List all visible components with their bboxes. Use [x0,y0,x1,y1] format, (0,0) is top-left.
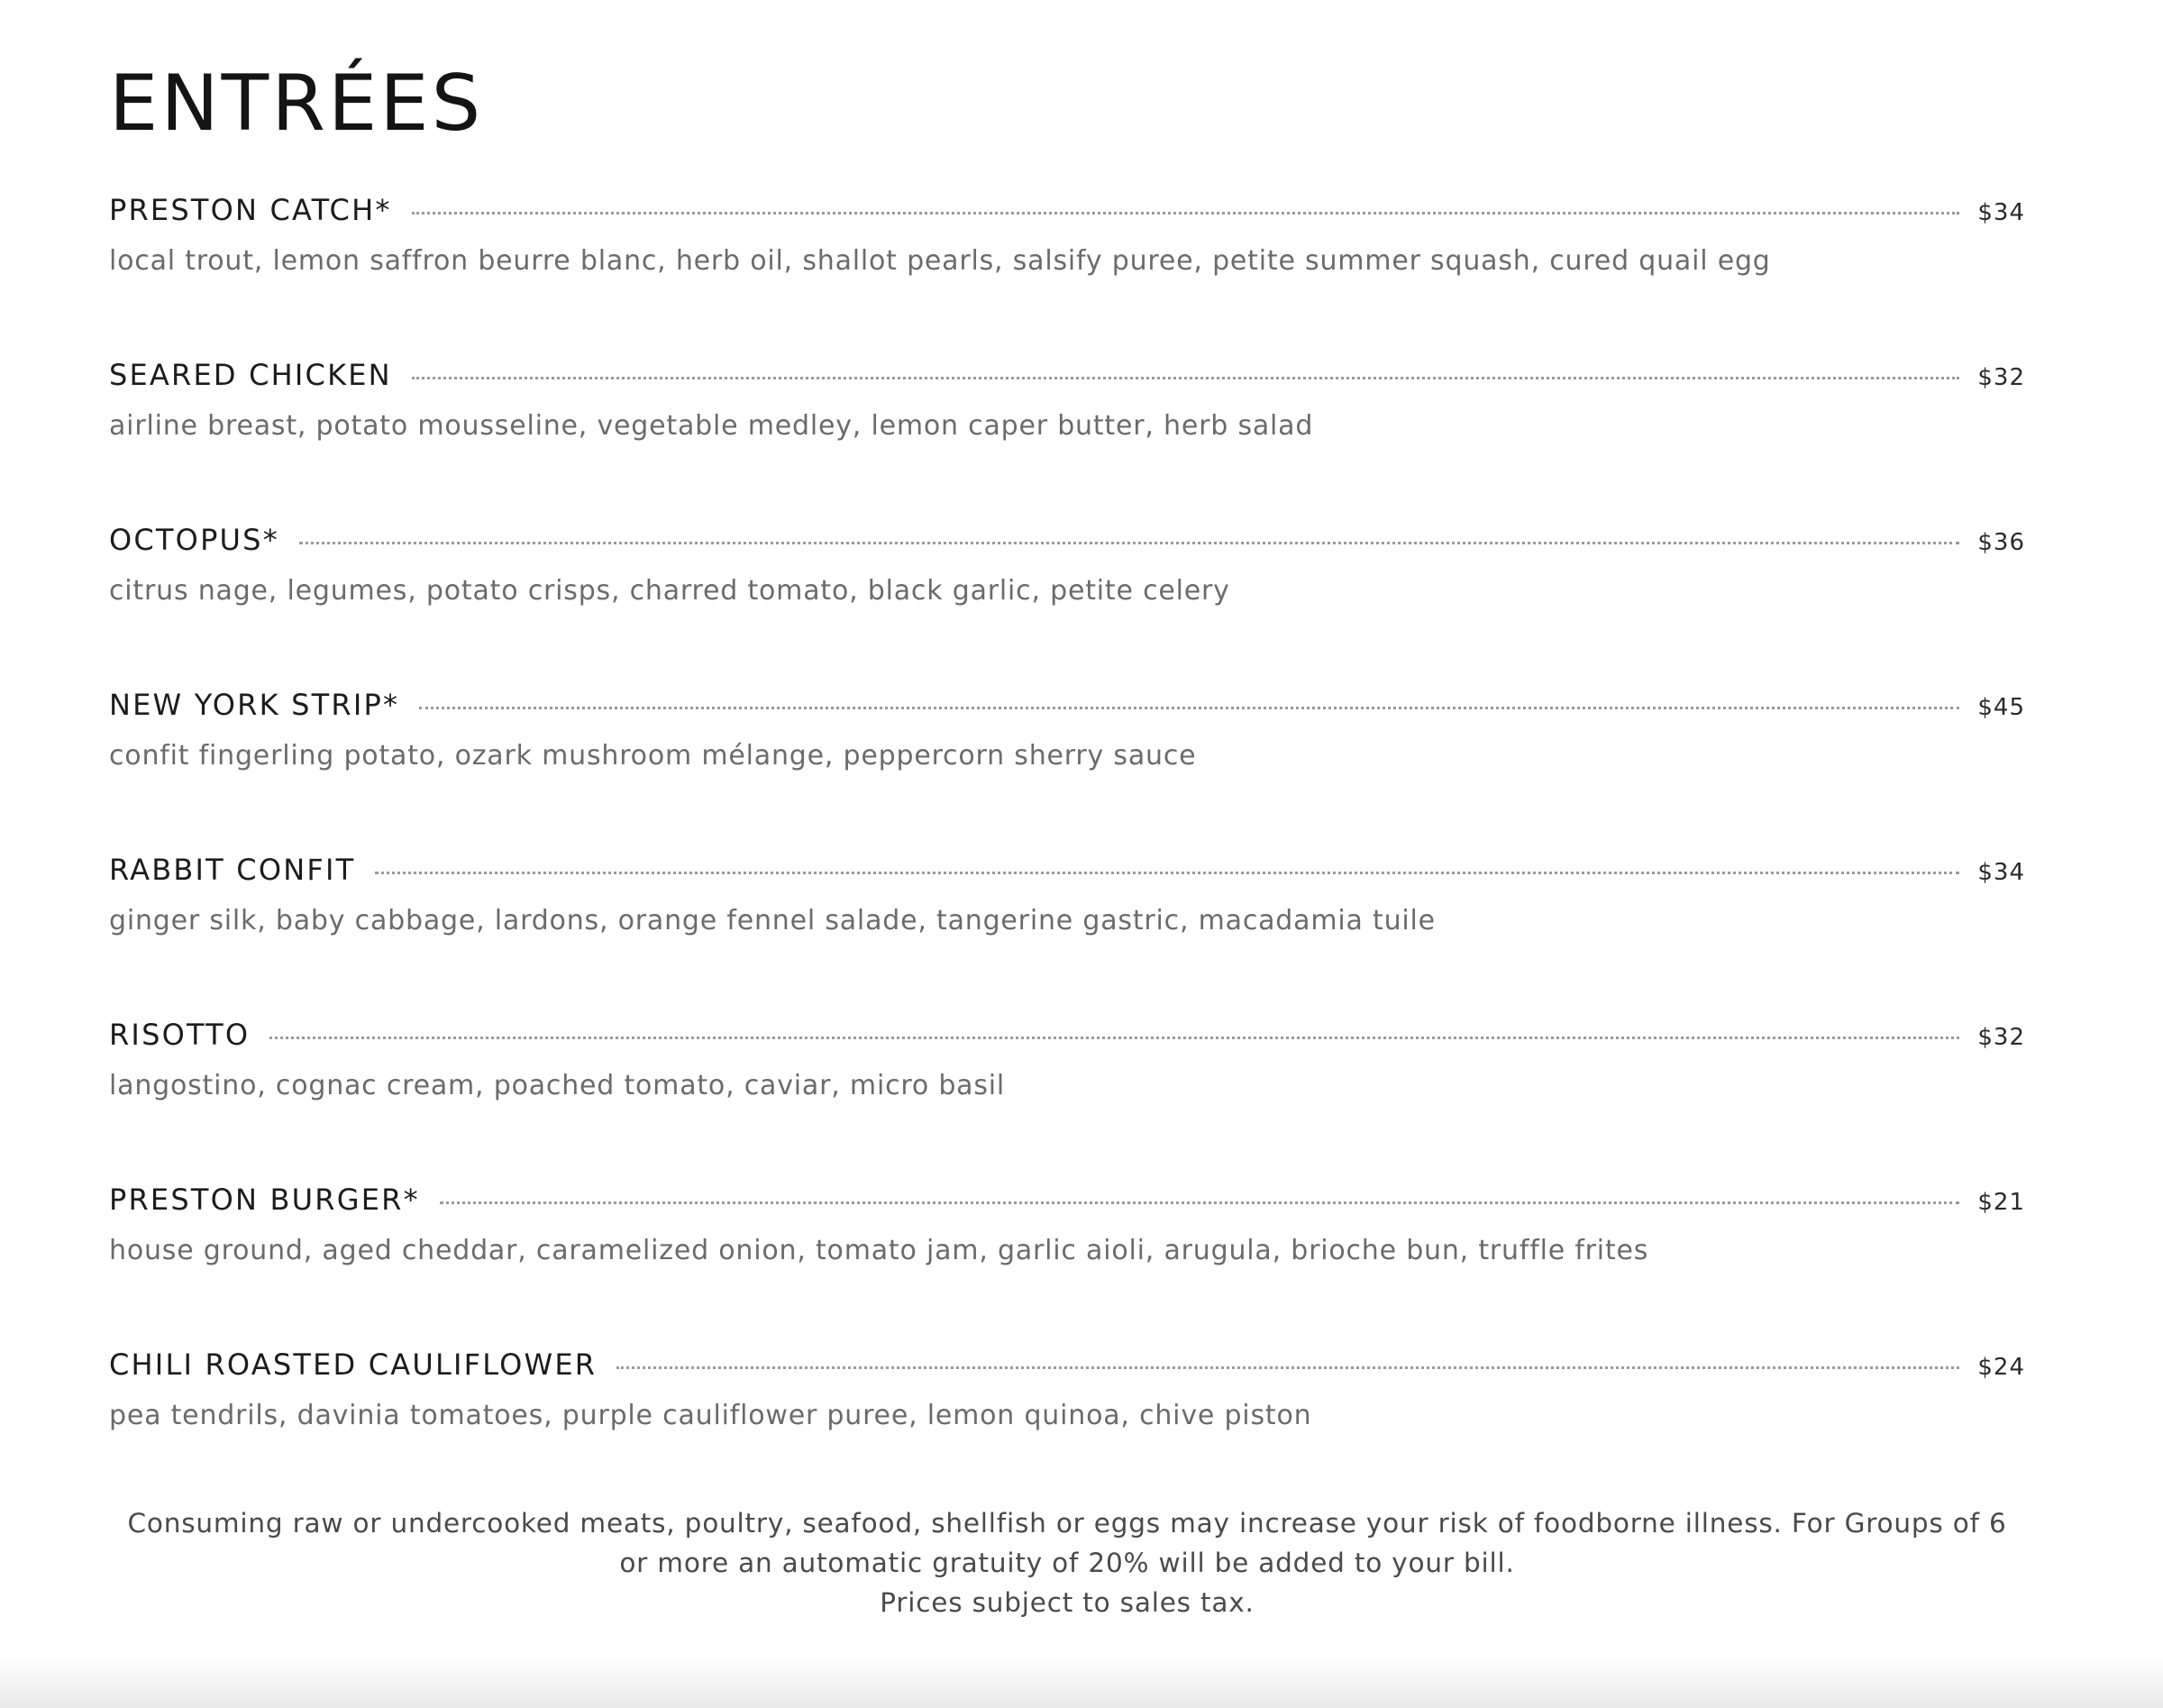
item-description: citrus nage, legumes, potato crisps, charred tomato, black garlic, petite celery [109,575,1230,607]
item-name: OCTOPUS* [109,523,279,557]
item-name: RABBIT CONFIT [109,853,356,887]
notice-disclaimer: Consuming raw or undercooked meats, poultry, seafood, shellfish or eggs may increase your risk of foodborne illness. For Groups of 6 or more an automatic gratuity of 20% will be added to your bill. [127,1508,2007,1578]
menu-notice [109,1503,2025,1622]
item-name: PRESTON CATCH* [109,193,392,227]
notice-sales-tax: Prices subject to sales tax. [880,1587,1255,1618]
item-name: PRESTON BURGER* [109,1183,420,1217]
item-price: $21 [1977,1189,2025,1216]
item-header [109,1344,2025,1385]
dotted-leader [440,1201,1960,1204]
dotted-leader [299,542,1959,544]
item-price: $32 [1977,1024,2025,1051]
menu-item-chili-roasted-cauliflower [109,1344,2025,1509]
menu-item-preston-catch [109,189,2025,354]
menu-item-rabbit-confit [109,849,2025,1014]
item-description: airline breast, potato mousseline, vegetable medley, lemon caper butter, herb salad [109,410,1314,442]
item-description: confit fingerling potato, ozark mushroom mélange, peppercorn sherry sauce [109,740,1197,772]
menu-item-new-york-strip [109,684,2025,849]
dotted-leader [419,707,1959,709]
item-price: $34 [1977,859,2025,886]
item-description: house ground, aged cheddar, caramelized onion, tomato jam, garlic aioli, arugula, brioche bun, truffle frites [109,1235,1649,1266]
item-description: langostino, cognac cream, poached tomato, caviar, micro basil [109,1070,1006,1101]
dotted-leader [375,872,1959,874]
item-price: $32 [1977,364,2025,391]
menu-page [109,0,2025,1708]
section-title: ENTRÉES [109,59,484,149]
menu-item-risotto [109,1014,2025,1179]
item-price: $34 [1977,199,2025,226]
item-header [109,189,2025,231]
item-header [109,849,2025,891]
item-header [109,1014,2025,1055]
item-header [109,354,2025,396]
menu-item-preston-burger [109,1179,2025,1344]
item-description: local trout, lemon saffron beurre blanc, herb oil, shallot pearls, salsify puree, petite summer squash, cured quail egg [109,245,1771,277]
item-price: $24 [1977,1354,2025,1381]
dotted-leader [269,1037,1959,1039]
dotted-leader [412,212,1960,215]
item-header [109,519,2025,561]
item-description: ginger silk, baby cabbage, lardons, orange fennel salade, tangerine gastric, macadamia tuile [109,905,1436,936]
dotted-leader [616,1366,1959,1369]
menu-list [109,189,2025,1509]
menu-item-seared-chicken [109,354,2025,519]
item-name: NEW YORK STRIP* [109,688,400,722]
item-header [109,1179,2025,1220]
item-header [109,684,2025,726]
bottom-shadow [0,1654,2163,1708]
item-description: pea tendrils, davinia tomatoes, purple cauliflower puree, lemon quinoa, chive piston [109,1400,1312,1431]
item-price: $45 [1977,694,2025,721]
menu-item-octopus [109,519,2025,684]
item-name: SEARED CHICKEN [109,358,392,392]
item-name: CHILI ROASTED CAULIFLOWER [109,1347,598,1382]
item-name: RISOTTO [109,1018,251,1052]
dotted-leader [412,377,1960,379]
item-price: $36 [1977,529,2025,556]
